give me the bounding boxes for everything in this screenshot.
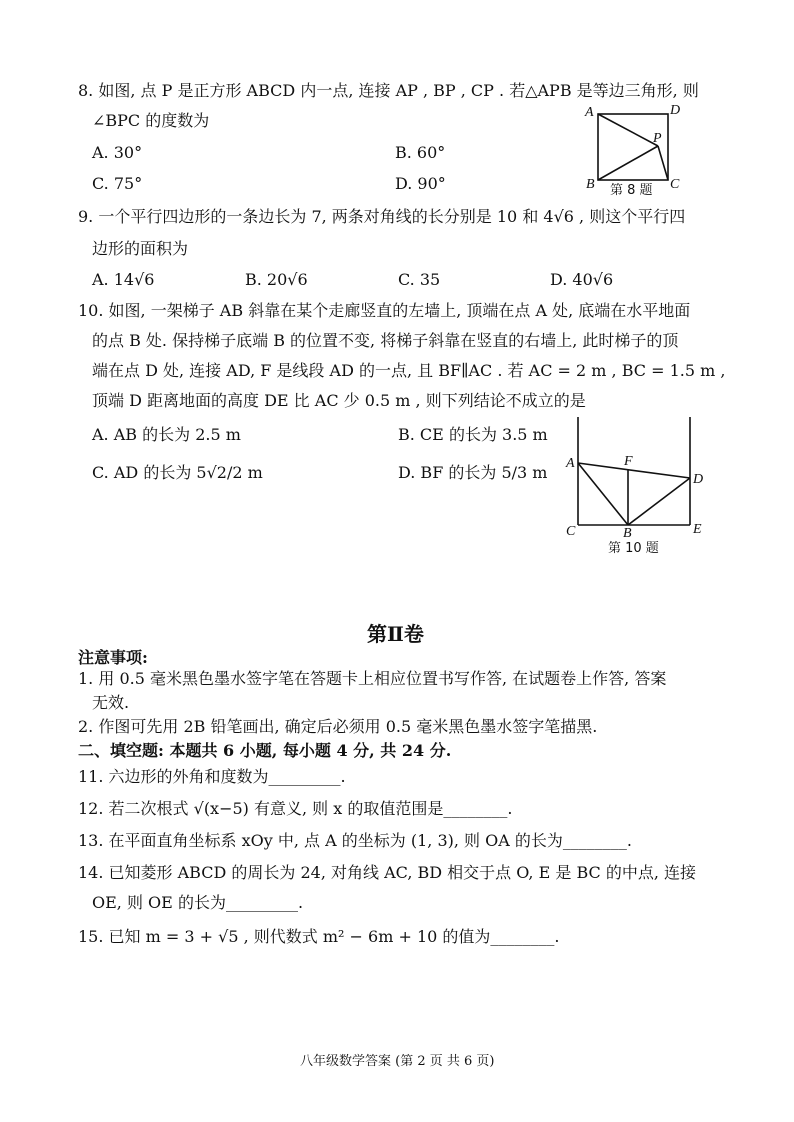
q8-label-b: B xyxy=(586,177,595,192)
q9-option-b: B. 20√6 xyxy=(245,270,308,289)
q10-label-f: F xyxy=(624,454,633,469)
notes-title: 注意事项: xyxy=(78,648,148,667)
q8-stem-line2: ∠BPC 的度数为 xyxy=(92,111,210,130)
q8-segment-cp xyxy=(658,146,668,180)
q11: 11. 六边形的外角和度数为_________. xyxy=(78,767,346,786)
note-1-line1: 1. 用 0.5 毫米黑色墨水签字笔在答题卡上相应位置书写作答, 在试题卷上作答, 答案 xyxy=(78,669,667,688)
q9-stem-line1: 9. 一个平行四边形的一条边长为 7, 两条对角线的长分别是 10 和 4√6 , 则这个平行四 xyxy=(78,207,686,226)
q10-label-b: B xyxy=(623,526,632,541)
q8-option-c: C. 75° xyxy=(92,174,143,193)
q10-stem-line1: 10. 如图, 一架梯子 AB 斜靠在某个走廊竖直的左墙上, 顶端在点 A 处, 底端在水平地面 xyxy=(78,301,691,320)
q10-caption: 第 10 题 xyxy=(608,541,659,556)
q10-option-a: A. AB 的长为 2.5 m xyxy=(92,425,241,444)
q10-stem-line2: 的点 B 处. 保持梯子底端 B 的位置不变, 将梯子斜靠在竖直的右墙上, 此时梯子的顶 xyxy=(92,331,679,350)
q8-caption: 第 8 题 xyxy=(610,183,653,198)
q8-segment-bp xyxy=(598,146,658,180)
q9-option-a: A. 14√6 xyxy=(92,270,155,289)
q9-stem-line2: 边形的面积为 xyxy=(92,239,189,258)
q8-figure xyxy=(580,100,690,198)
q8-stem-line1: 8. 如图, 点 P 是正方形 ABCD 内一点, 连接 AP , BP , CP . 若△APB 是等边三角形, 则 xyxy=(78,81,699,100)
note-1-line2: 无效. xyxy=(92,693,130,712)
q14-line1: 14. 已知菱形 ABCD 的周长为 24, 对角线 AC, BD 相交于点 O, E 是 BC 的中点, 连接 xyxy=(78,863,697,882)
q13: 13. 在平面直角坐标系 xOy 中, 点 A 的坐标为 (1, 3), 则 OA 的长为________. xyxy=(78,831,632,850)
q8-label-d: D xyxy=(670,103,681,118)
q10-option-d: D. BF 的长为 5/3 m xyxy=(398,463,548,482)
page-footer: 八年级数学答案 (第 2 页 共 6 页) xyxy=(300,1054,495,1069)
q10-label-d: D xyxy=(693,472,704,487)
q10-segment-bd xyxy=(628,478,690,525)
q10-stem-line4: 顶端 D 距离地面的高度 DE 比 AC 少 0.5 m , 则下列结论不成立的是 xyxy=(92,391,586,410)
q10-label-c: C xyxy=(566,524,576,539)
q12: 12. 若二次根式 √(x−5) 有意义, 则 x 的取值范围是________. xyxy=(78,799,513,818)
q10-figure xyxy=(562,415,712,560)
q10-label-a: A xyxy=(566,456,575,471)
q15: 15. 已知 m = 3 + √5 , 则代数式 m² − 6m + 10 的值为________. xyxy=(78,927,560,946)
q8-option-a: A. 30° xyxy=(92,143,143,162)
q9-option-d: D. 40√6 xyxy=(550,270,614,289)
fill-in-section-header: 二、填空题: 本题共 6 小题, 每小题 4 分, 共 24 分. xyxy=(78,741,452,760)
q10-option-c: C. AD 的长为 5√2/2 m xyxy=(92,463,263,482)
q8-option-d: D. 90° xyxy=(395,174,446,193)
note-2: 2. 作图可先用 2B 铅笔画出, 确定后必须用 0.5 毫米黑色墨水签字笔描黑. xyxy=(78,717,598,736)
q8-label-c: C xyxy=(670,177,680,192)
q8-label-p: P xyxy=(653,131,662,146)
q10-option-b: B. CE 的长为 3.5 m xyxy=(398,425,548,444)
section-title: 第Ⅱ卷 xyxy=(367,622,424,646)
q14-line2: OE, 则 OE 的长为_________. xyxy=(92,893,304,912)
q8-option-b: B. 60° xyxy=(395,143,446,162)
q8-label-a: A xyxy=(585,105,594,120)
q8-segment-ap xyxy=(598,114,658,146)
q10-segment-ad xyxy=(578,463,690,478)
q9-option-c: C. 35 xyxy=(398,270,441,289)
q10-stem-line3: 端在点 D 处, 连接 AD, F 是线段 AD 的一点, 且 BF∥AC . 若 AC = 2 m , BC = 1.5 m , xyxy=(92,361,726,380)
q10-label-e: E xyxy=(693,522,702,537)
q10-segment-ab xyxy=(578,463,628,525)
